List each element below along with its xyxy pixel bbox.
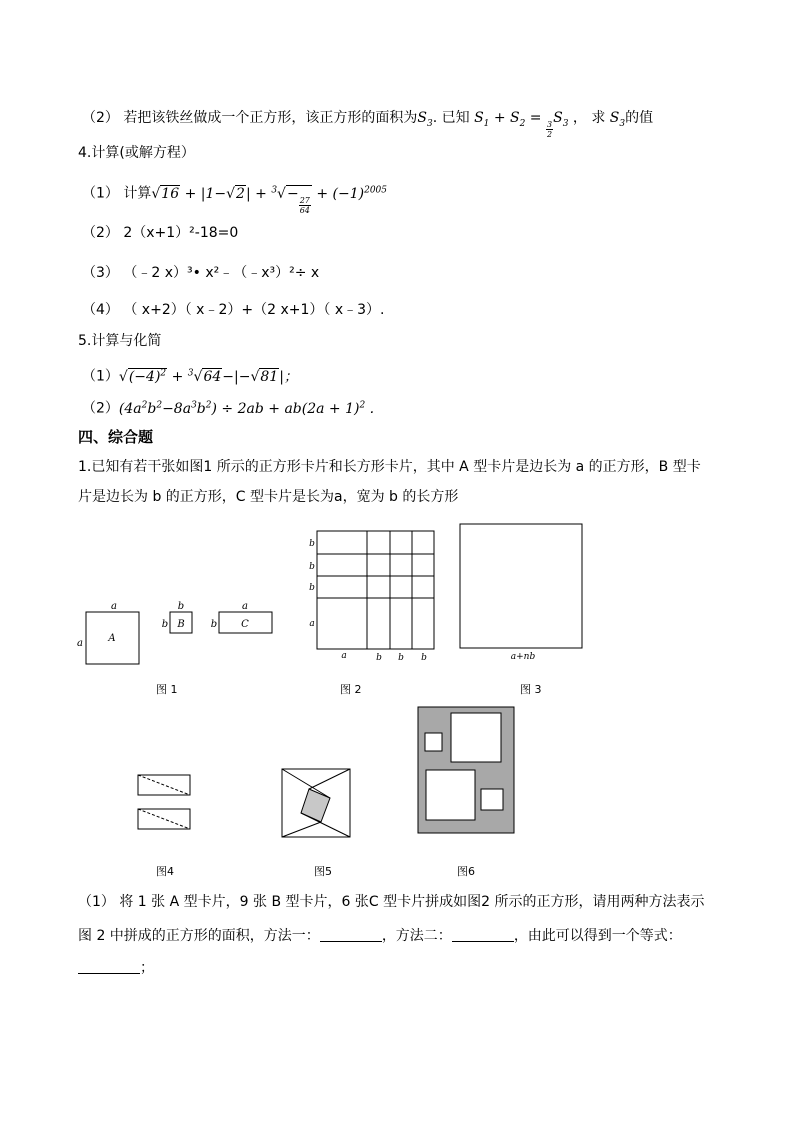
text-equation: ，由此可以得到一个等式： (513, 928, 682, 944)
label-A: A (108, 633, 116, 644)
q5-part1 (82, 363, 298, 387)
label-b-c: b (210, 619, 218, 630)
caption-fig1: 图 1 (156, 683, 178, 696)
label-b6: b (421, 653, 427, 663)
semicolon: ； (140, 960, 154, 976)
question-text-tail: ， 求 (572, 110, 606, 126)
label-a-c: a (242, 601, 248, 612)
text-method2: ，方法二： (381, 928, 452, 944)
answer-blank-equation[interactable] (78, 959, 140, 974)
question-text-mid: . 已知 (432, 110, 470, 126)
label-b2: b (309, 562, 315, 572)
q4-part2: （2） 2（x+1）²-18=0 (82, 225, 239, 241)
math-s3-2: $S_3$ (609, 110, 626, 129)
q4-title: 4.计算(或解方程） (78, 145, 195, 161)
label-b3: b (309, 583, 315, 593)
answer-blank-method1[interactable] (320, 927, 382, 942)
math-expression: $√(-4)^2 + ^3√64-|-√81|$； (118, 368, 298, 385)
label-a: a (111, 601, 117, 612)
text-method1: 图 2 中拼成的正方形的面积，方法一： (78, 928, 320, 944)
part-text: 计算 (123, 185, 152, 202)
figure-5 (278, 765, 354, 841)
label-B: B (177, 619, 185, 630)
figure-2 (304, 526, 444, 666)
intro-line-1: 1.已知有若干张如图1 所示的正方形卡片和长方形卡片，其中 A 型卡片是边长为 a 的正方形，B 型卡 (78, 459, 701, 475)
part1-line3 (78, 958, 154, 978)
q5-title: 5.计算与化简 (78, 333, 162, 349)
part1-line2 (78, 926, 682, 946)
figure-6 (414, 703, 516, 833)
figure-4 (134, 771, 194, 833)
part-number: （2） (82, 400, 119, 417)
answer-blank-method2[interactable] (452, 927, 514, 942)
section-title: 四、综合题 (78, 428, 154, 446)
question-2 (82, 108, 653, 139)
label-a-side: a (309, 619, 315, 629)
part-number: （1） (82, 368, 119, 385)
label-b-top: b (177, 601, 185, 612)
label-a-side: a (77, 638, 83, 649)
math-equation: $S_1 + S_2$ = $\frac{3}{2}$ $S_3$ (474, 110, 569, 139)
math-expression: √16 + |1−√2| + $^3$√− $\frac{27}{64}$ + $(-1)^{2005}$ (151, 185, 387, 215)
label-b-side: b (161, 619, 169, 630)
part-number: （1） (82, 185, 119, 202)
caption-fig5: 图5 (314, 865, 332, 878)
question-number: （2） (82, 110, 119, 126)
q4-part3: （3） （﹣2 x）³• x²﹣（﹣x³）²÷ x (82, 265, 320, 281)
label-C: C (241, 619, 249, 630)
caption-fig3: 图 3 (520, 683, 542, 696)
caption-fig2: 图 2 (340, 683, 362, 696)
q5-part2 (82, 395, 374, 419)
caption-fig4: 图4 (156, 865, 174, 878)
q4-part4: （4） （ x+2）（ x﹣2）+（2 x+1）（ x﹣3）. (82, 302, 385, 318)
label-a-bottom: a (341, 651, 347, 661)
figure-1 (76, 598, 286, 670)
math-expression: $(4a^2b^2-8a^3b^2) \div 2ab + ab(2a + 1)^2$ . (118, 400, 375, 417)
intro-line-2: 片是边长为 b 的正方形，C 型卡片是长为a，宽为 b 的长方形 (78, 489, 459, 505)
q4-part1 (82, 180, 387, 215)
math-s3: $S_3$ (417, 110, 433, 129)
question-text-end: 的值 (625, 110, 654, 126)
label-b5: b (398, 653, 404, 663)
label-b4: b (376, 653, 382, 663)
question-text: 若把该铁丝做成一个正方形，该正方形的面积为 (123, 110, 418, 126)
figure-3 (456, 520, 586, 665)
label-b1: b (309, 539, 315, 549)
label-a-plus-nb: a+nb (510, 652, 536, 662)
part1-line1: （1） 将 1 张 A 型卡片，9 张 B 型卡片，6 张C 型卡片拼成如图2 所示的正方形，请用两种方法表示 (78, 894, 705, 910)
caption-fig6: 图6 (457, 865, 475, 878)
